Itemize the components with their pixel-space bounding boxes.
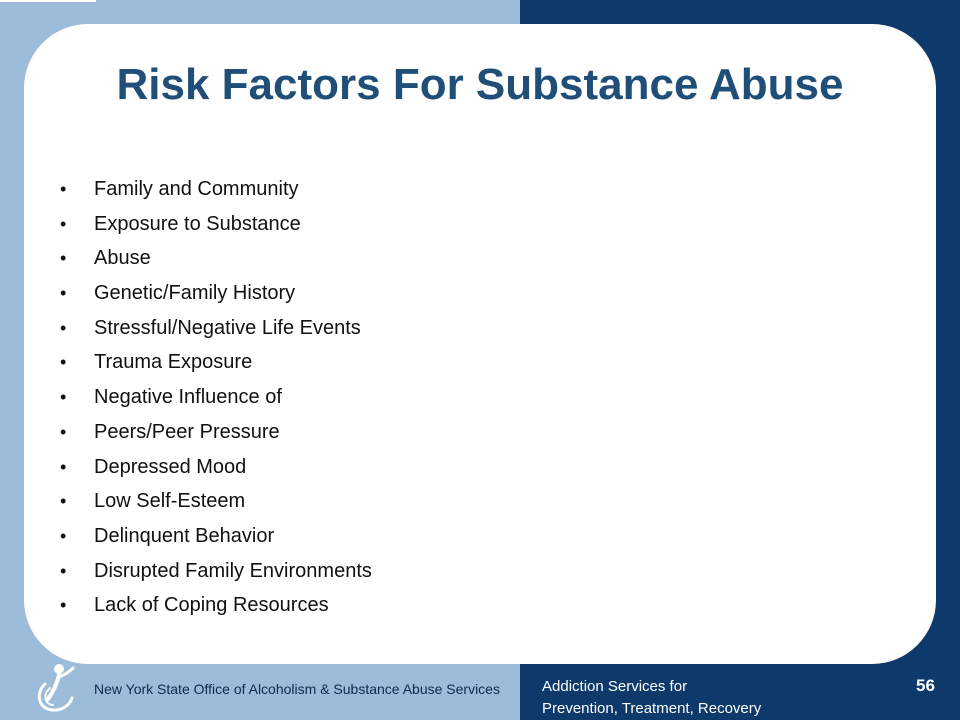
- bullet-item: [60, 554, 372, 589]
- bullet-icon: •: [60, 421, 67, 442]
- bullet-icon: •: [60, 560, 67, 581]
- bullet-item: [60, 380, 372, 415]
- bullet-icon: •: [60, 213, 67, 234]
- bullet-icon: •: [60, 525, 67, 546]
- bullet-icon: •: [60, 283, 67, 304]
- bullet-text: Trauma Exposure: [94, 351, 253, 374]
- bullet-text: Stressful/Negative Life Events: [94, 316, 361, 339]
- bullet-list: [60, 172, 372, 623]
- bullet-item: [60, 415, 372, 450]
- figure-swirl-logo-icon: [34, 660, 78, 716]
- bullet-text: Negative Influence of: [94, 386, 282, 409]
- bullet-item: [60, 241, 372, 276]
- bullet-icon: •: [60, 179, 67, 199]
- bullet-text: Family and Community: [94, 178, 299, 200]
- footer-tagline-line2: Prevention, Treatment, Recovery: [542, 700, 762, 717]
- bullet-text: Genetic/Family History: [94, 282, 296, 305]
- bullet-icon: •: [60, 317, 67, 338]
- corner-strip: [0, 0, 96, 2]
- bullet-text: Exposure to Substance: [94, 212, 301, 235]
- bullet-text: Peers/Peer Pressure: [94, 420, 280, 443]
- bullet-icon: •: [60, 456, 67, 477]
- bullet-item: [60, 588, 372, 623]
- bullet-item: [60, 450, 372, 485]
- bullet-item: [60, 311, 372, 346]
- bullet-icon: •: [60, 248, 67, 269]
- footer-tagline-line1: Addiction Services for: [542, 678, 688, 695]
- bullet-text: Depressed Mood: [94, 455, 247, 478]
- page-number: 56: [916, 676, 935, 695]
- footer-organization: New York State Office of Alcoholism & Substance Abuse Services: [94, 681, 500, 697]
- bullet-icon: •: [60, 352, 67, 373]
- bullet-text: Lack of Coping Resources: [94, 594, 329, 617]
- bullet-text: Low Self-Esteem: [94, 490, 246, 513]
- slide-title: Risk Factors For Substance Abuse: [116, 60, 844, 109]
- bullet-text: Abuse: [94, 247, 151, 270]
- bullet-icon: •: [60, 595, 67, 616]
- bullet-icon: •: [60, 491, 67, 512]
- bullet-icon: •: [60, 387, 67, 408]
- bullet-text: Disrupted Family Environments: [94, 559, 372, 582]
- bullet-item: [60, 172, 372, 207]
- bullet-item: [60, 345, 372, 380]
- bullet-item: [60, 207, 372, 242]
- bullet-text: Delinquent Behavior: [94, 524, 275, 547]
- bullet-item: [60, 276, 372, 311]
- footer-tagline: [542, 676, 761, 720]
- bullet-item: [60, 519, 372, 554]
- bullet-item: [60, 484, 372, 519]
